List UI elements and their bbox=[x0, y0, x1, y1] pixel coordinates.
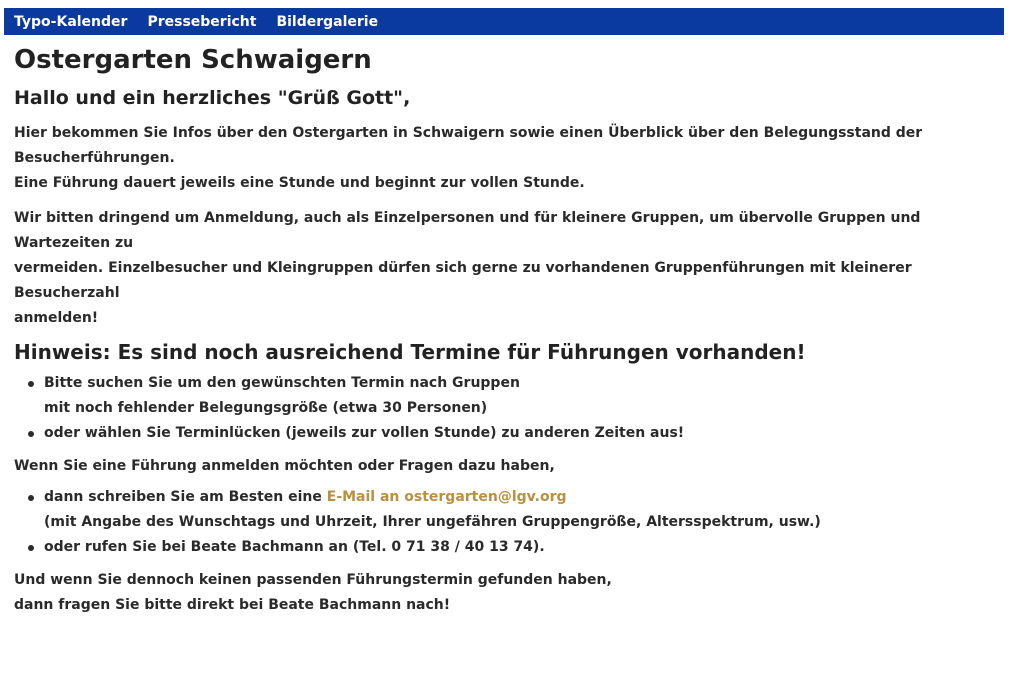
intro-line-2: Eine Führung dauert jeweils eine Stunde und beginnt zur vollen Stunde. bbox=[14, 175, 585, 191]
request-line-2: vermeiden. Einzelbesucher und Kleingruppen dürfen sich gerne zu vorhandenen Gruppenführungen mit kleinerer Besucherzahl bbox=[14, 260, 912, 301]
contact-item-1-prefix: dann schreiben Sie am Besten eine bbox=[44, 489, 327, 505]
intro-line-1: Hier bekommen Sie Infos über den Ostergarten in Schwaigern sowie einen Überblick über den Belegungsstand der Besucherführungen. bbox=[14, 125, 923, 166]
hint-list bbox=[14, 371, 1004, 446]
hint-item-1-line-1: Bitte suchen Sie um den gewünschten Termin nach Gruppen bbox=[44, 375, 520, 391]
hint-item-2: oder wählen Sie Terminlücken (jeweils zur vollen Stunde) zu anderen Zeiten aus! bbox=[44, 425, 685, 441]
closing-paragraph bbox=[14, 568, 1004, 618]
contact-intro: Wenn Sie eine Führung anmelden möchten oder Fragen dazu haben, bbox=[14, 458, 555, 474]
closing-line-2: dann fragen Sie bitte direkt bei Beate Bachmann nach! bbox=[14, 597, 451, 613]
list-item bbox=[44, 485, 1004, 535]
contact-item-2: oder rufen Sie bei Beate Bachmann an (Tel. 0 71 38 / 40 13 74). bbox=[44, 539, 545, 555]
greeting-heading: Hallo und ein herzliches "Grüß Gott", bbox=[14, 87, 411, 109]
contact-list bbox=[14, 485, 1004, 560]
request-paragraph bbox=[14, 206, 1004, 331]
contact-item-1-line-1 bbox=[44, 485, 1004, 510]
email-link[interactable]: E-Mail an ostergarten@lgv.org bbox=[326, 489, 567, 505]
hint-item-1-line-2: mit noch fehlender Belegungsgröße (etwa 30 Personen) bbox=[44, 400, 488, 416]
list-item bbox=[44, 535, 1004, 560]
list-item bbox=[44, 421, 1004, 446]
page-title: Ostergarten Schwaigern bbox=[14, 45, 372, 75]
nav-link-bildergalerie[interactable]: Bildergalerie bbox=[276, 13, 379, 30]
intro-paragraph bbox=[14, 121, 1004, 196]
request-line-3: anmelden! bbox=[14, 310, 99, 326]
contact-item-1-line-2: (mit Angabe des Wunschtags und Uhrzeit, Ihrer ungefähren Gruppengröße, Altersspektrum, usw.) bbox=[44, 514, 821, 530]
list-item bbox=[44, 371, 1004, 421]
nav-link-pressebericht[interactable]: Pressebericht bbox=[147, 13, 257, 30]
closing-line-1: Und wenn Sie dennoch keinen passenden Führungstermin gefunden haben, bbox=[14, 572, 612, 588]
nav-link-typo-kalender[interactable]: Typo-Kalender bbox=[14, 13, 128, 30]
request-line-1: Wir bitten dringend um Anmeldung, auch als Einzelpersonen und für kleinere Gruppen, um übervolle Gruppen und Wartezeiten zu bbox=[14, 210, 921, 251]
top-navigation-bar bbox=[4, 8, 1004, 35]
main-content bbox=[14, 43, 1004, 618]
hint-heading: Hinweis: Es sind noch ausreichend Termine für Führungen vorhanden! bbox=[14, 340, 806, 364]
